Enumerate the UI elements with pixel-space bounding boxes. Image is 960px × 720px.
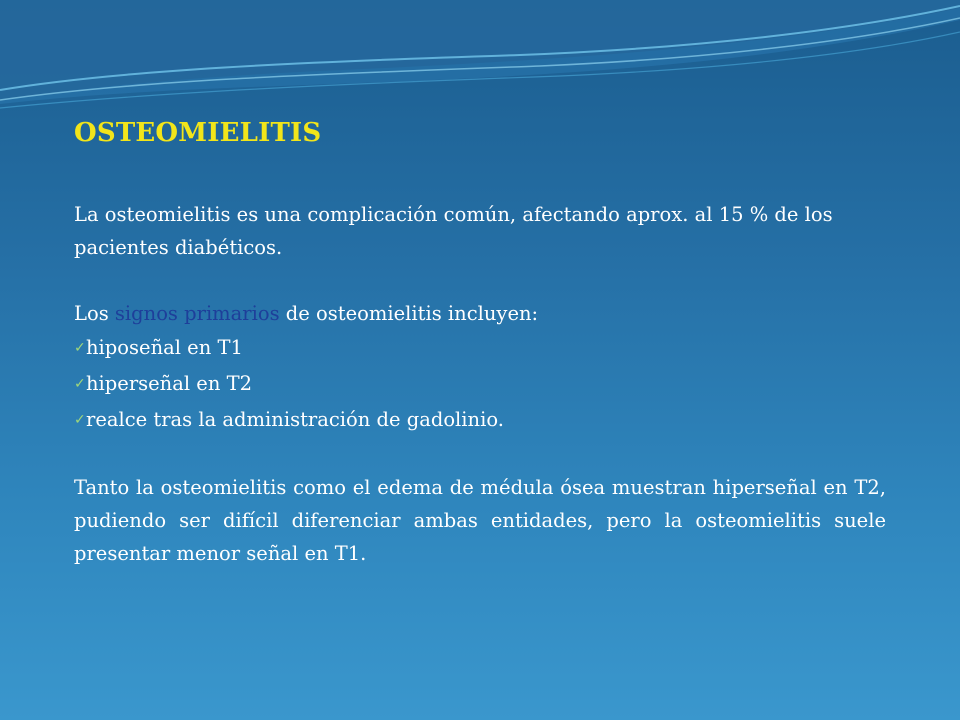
checkmark-icon: ✓ <box>74 376 86 392</box>
signs-highlight: signos primarios <box>114 302 280 325</box>
signs-intro-before: Los <box>74 302 115 325</box>
list-item-text: hiperseñal en T2 <box>86 372 253 395</box>
list-item <box>74 330 886 366</box>
checkmark-icon: ✓ <box>74 340 86 356</box>
slide-content <box>74 198 886 570</box>
list-item <box>74 402 886 438</box>
intro-paragraph: La osteomielitis es una complicación común, afectando aprox. al 15 % de los pacientes diabéticos. <box>74 203 833 259</box>
checkmark-icon: ✓ <box>74 412 86 428</box>
slide-title: OSTEOMIELITIS <box>74 118 322 148</box>
list-item-text: realce tras la administración de gadolinio. <box>86 408 504 431</box>
conclusion-paragraph: Tanto la osteomielitis como el edema de médula ósea muestran hiperseñal en T2, pudiendo ser difícil diferenciar ambas entidades, pero la osteomielitis suele presentar menor señal en T1. <box>74 476 886 565</box>
list-item-text: hiposeñal en T1 <box>86 336 243 359</box>
signs-intro-paragraph <box>74 297 886 330</box>
list-item <box>74 366 886 402</box>
signs-list <box>74 330 886 438</box>
signs-intro-after: de osteomielitis incluyen: <box>279 302 539 325</box>
header-wave-decoration <box>0 0 960 130</box>
